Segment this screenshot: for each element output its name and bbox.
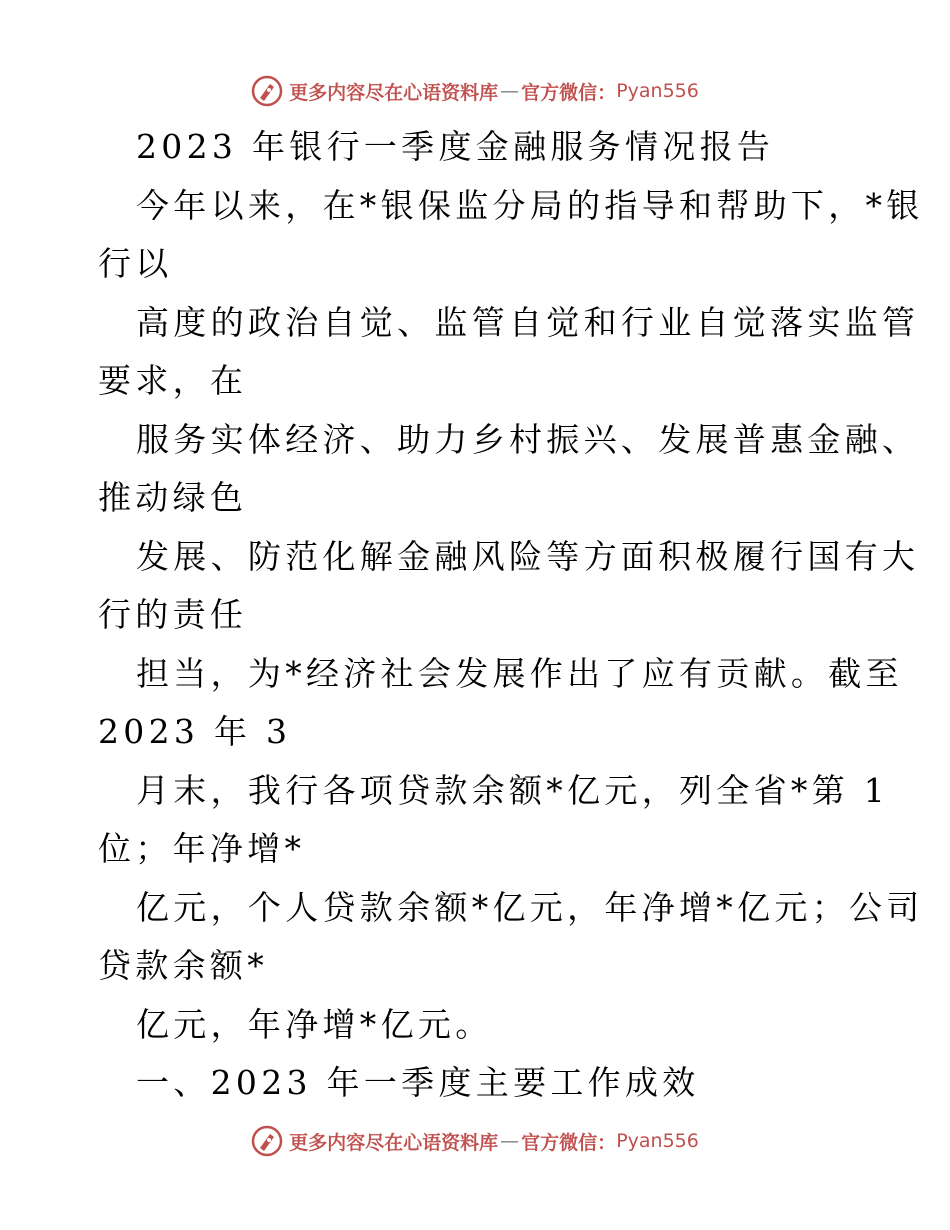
header-watermark [0, 71, 950, 111]
watermark-dash: — [500, 80, 520, 102]
text-line: 位；年净增* [98, 829, 306, 868]
document-body [98, 118, 924, 1113]
text-line: 高度的政治自觉、监管自觉和行业自觉落实监管 [136, 302, 920, 342]
text-line: 发展、防范化解金融风险等方面积极履行国有大 [136, 536, 920, 576]
text-line: 亿元，个人贷款余额*亿元，年净增*亿元；公司 [136, 887, 924, 927]
text-line: 今年以来，在*银保监分局的指导和帮助下，*银 [136, 185, 924, 225]
watermark-wechat-id: Pyan556 [616, 1130, 699, 1152]
document-title: 2023 年银行一季度金融服务情况报告 [136, 127, 775, 166]
text-line: 贷款余额* [98, 946, 268, 985]
watermark-label: 官方微信： [521, 81, 617, 104]
text-line: 行的责任 [98, 595, 248, 634]
watermark-wechat-id: Pyan556 [616, 80, 699, 102]
text-line: 推动绿色 [98, 478, 248, 517]
pen-logo-icon [251, 75, 283, 107]
pen-logo-icon [251, 1125, 283, 1157]
text-line: 月末，我行各项贷款余额*亿元，列全省*第 1 [136, 770, 890, 810]
text-line: 担当，为*经济社会发展作出了应有贡献。截至 [136, 653, 903, 693]
watermark-label: 官方微信： [521, 1131, 617, 1154]
watermark-site-text: 更多内容尽在心语资料库 [289, 81, 499, 104]
watermark-site-text: 更多内容尽在心语资料库 [289, 1131, 499, 1154]
text-line: 服务实体经济、助力乡村振兴、发展普惠金融、 [136, 419, 920, 459]
watermark-dash: — [500, 1130, 520, 1152]
text-line: 亿元，年净增*亿元。 [136, 1004, 493, 1044]
text-line: 一、2023 年一季度主要工作成效 [136, 1063, 700, 1102]
text-line: 要求，在 [98, 361, 248, 400]
text-line: 2023 年 3 [98, 712, 292, 751]
text-line: 行以 [98, 244, 173, 283]
footer-watermark [0, 1121, 950, 1161]
